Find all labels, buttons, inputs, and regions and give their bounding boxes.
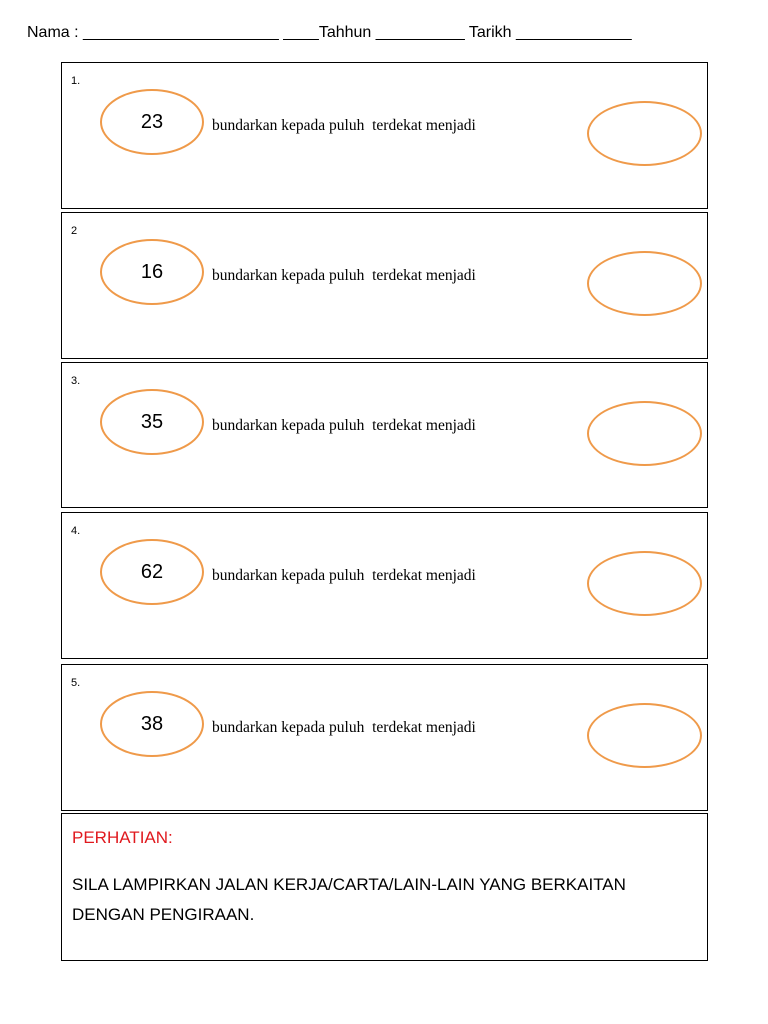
question-prompt: bundarkan kepada puluh terdekat menjadi [212,267,476,284]
question-number: 3. [71,375,81,387]
question-box-2 [61,212,708,359]
given-number-oval: 62 [100,539,204,605]
question-number: 1. [71,75,81,87]
given-number-oval: 16 [100,239,204,305]
given-number-oval: 38 [100,691,204,757]
question-prompt: bundarkan kepada puluh terdekat menjadi [212,417,476,434]
question-box-3 [61,362,708,508]
answer-oval[interactable] [587,251,702,316]
question-prompt: bundarkan kepada puluh terdekat menjadi [212,567,476,584]
question-box-1 [61,62,708,209]
question-box-5 [61,664,708,811]
question-number: 5. [71,677,81,689]
given-number-oval: 35 [100,389,204,455]
question-prompt: bundarkan kepada puluh terdekat menjadi [212,117,476,134]
student-info-line: Nama : ______________________ ____Tahhun __________ Tarikh _____________ [27,24,632,41]
question-number: 2 [71,225,78,237]
given-number-oval: 23 [100,89,204,155]
note-box [61,813,708,961]
answer-oval[interactable] [587,401,702,466]
note-title: PERHATIAN: [72,828,173,847]
answer-oval[interactable] [587,703,702,768]
answer-oval[interactable] [587,101,702,166]
answer-oval[interactable] [587,551,702,616]
question-box-4 [61,512,708,659]
question-prompt: bundarkan kepada puluh terdekat menjadi [212,719,476,736]
question-number: 4. [71,525,81,537]
note-body: SILA LAMPIRKAN JALAN KERJA/CARTA/LAIN-LAIN YANG BERKAITAN DENGAN PENGIRAAN. [72,875,626,924]
